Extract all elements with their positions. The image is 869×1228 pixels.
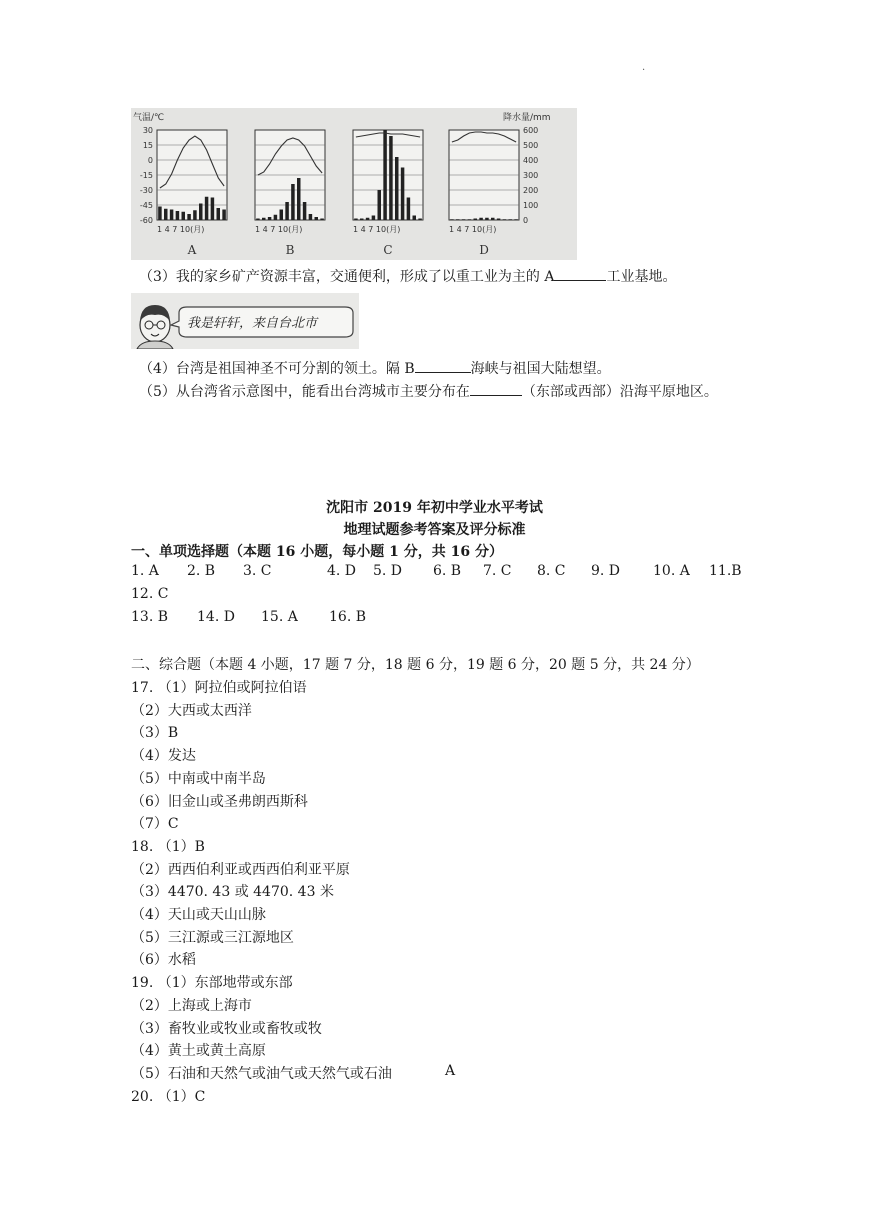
precip-bar	[280, 210, 284, 221]
mc-answer: 14. D	[197, 609, 235, 625]
precip-bar	[291, 184, 295, 220]
temp-tick-label: 0	[147, 156, 153, 165]
mc-answer: 13. B	[131, 609, 169, 625]
precip-tick-label: 600	[523, 126, 539, 135]
page-dot: .	[642, 62, 646, 73]
precip-bar	[407, 198, 411, 221]
answer-title-2: 地理试题参考答案及评分标准	[343, 522, 526, 538]
precip-bar	[462, 219, 466, 220]
precip-axis-label: 降水量/mm	[503, 113, 551, 123]
precip-bar	[262, 218, 266, 220]
precip-bar	[170, 210, 174, 221]
answer-19-5-extra: A	[445, 1063, 456, 1079]
boy-avatar-icon	[137, 305, 173, 349]
precip-bar	[389, 136, 393, 220]
precip-bar	[395, 157, 399, 220]
precip-bar	[309, 214, 313, 220]
question-5	[139, 381, 718, 401]
precip-bar	[366, 218, 370, 220]
precip-bar	[164, 209, 168, 220]
answer-line: （2）大西或太西洋	[131, 703, 252, 719]
precip-tick-label: 200	[523, 186, 539, 195]
precip-tick-label: 0	[523, 216, 529, 225]
month-tick-labels: 1 4 7 10(月)	[255, 225, 303, 234]
mc-answer: 8. C	[537, 563, 566, 579]
temp-tick-label: -60	[139, 216, 153, 225]
chart-label: D	[479, 243, 489, 257]
answer-line: （6）旧金山或圣弗朗西斯科	[131, 794, 308, 810]
precip-bar	[418, 219, 422, 221]
q4-blank	[415, 358, 471, 373]
q3-blank	[554, 266, 606, 281]
temp-tick-label: -15	[139, 171, 153, 180]
temp-tick-label: 30	[142, 126, 153, 135]
q5-blank	[470, 381, 522, 396]
q3-text-after: 工业基地。	[606, 269, 677, 285]
temp-tick-label: 15	[142, 141, 153, 150]
mc-answer: 4. D	[327, 563, 357, 579]
precip-bar	[479, 218, 483, 220]
answer-line: （2）上海或上海市	[131, 998, 252, 1014]
precip-bar	[354, 219, 358, 221]
precip-bar	[274, 215, 278, 220]
mc-answer: 3. C	[243, 563, 272, 579]
precip-bar	[450, 219, 454, 220]
chart-label: B	[285, 243, 295, 257]
answer-line: （3）畜牧业或牧业或畜牧或牧	[131, 1021, 322, 1037]
precip-bar	[360, 219, 364, 221]
precip-bar	[383, 130, 387, 220]
answer-line: （4）发达	[131, 748, 196, 764]
precip-bar	[456, 219, 460, 220]
section-1-heading: 一、单项选择题（本题 16 小题，每小题 1 分，共 16 分）	[131, 544, 503, 560]
precip-bar	[256, 219, 260, 221]
precip-bar	[222, 210, 226, 221]
precip-bar	[268, 217, 272, 220]
mc-answer: 12. C	[131, 586, 169, 602]
precip-bar	[297, 178, 301, 220]
answer-line: （5）石油和天然气或油气或天然气或石油	[131, 1066, 392, 1082]
precip-tick-label: 400	[523, 156, 539, 165]
precip-bar	[205, 197, 209, 220]
temp-tick-label: -30	[139, 186, 153, 195]
question-3	[139, 266, 676, 286]
precip-bar	[503, 219, 507, 220]
answer-line: （4）天山或天山山脉	[131, 907, 266, 923]
precip-bar	[285, 202, 289, 220]
answer-line: 20. （1）C	[131, 1089, 206, 1105]
temp-axis-label: 气温/℃	[133, 113, 165, 123]
precip-bar	[468, 219, 472, 220]
mc-answer: 9. D	[591, 563, 621, 579]
precip-bar	[211, 198, 215, 221]
precip-bar	[320, 219, 324, 221]
answer-line: （5）中南或中南半岛	[131, 771, 266, 787]
precip-bar	[199, 204, 203, 221]
answer-line: （7）C	[131, 816, 179, 832]
precip-bar	[193, 210, 197, 220]
avatar-speech-figure	[131, 293, 359, 349]
mc-answer: 15. A	[261, 609, 298, 625]
month-tick-labels: 1 4 7 10(月)	[353, 225, 401, 234]
precip-bar	[497, 219, 501, 221]
mc-answer: 2. B	[187, 563, 216, 579]
chart-label: C	[383, 243, 393, 257]
answer-line: 17. （1）阿拉伯或阿拉伯语	[131, 680, 307, 696]
answer-line: （6）水稻	[131, 952, 196, 968]
month-tick-labels: 1 4 7 10(月)	[449, 225, 497, 234]
chart-label: A	[187, 243, 197, 257]
precip-tick-label: 100	[523, 201, 539, 210]
section-2-heading: 二、综合题（本题 4 小题，17 题 7 分，18 题 6 分，19 题 6 分，20 题 5 分，共 24 分）	[131, 657, 700, 673]
mc-answer: 11.B	[709, 563, 742, 579]
question-4	[139, 358, 611, 378]
answer-line: （2）西西伯利亚或西西伯利亚平原	[131, 862, 350, 878]
answer-line: 18. （1）B	[131, 839, 205, 855]
q4-text-before: （4）台湾是祖国神圣不可分割的领土。隔 B	[139, 361, 415, 377]
mc-answer: 6. B	[433, 563, 462, 579]
precip-bar	[413, 216, 417, 221]
answer-line: （4）黄土或黄土高原	[131, 1043, 266, 1059]
q5-text-before: （5）从台湾省示意图中，能看出台湾城市主要分布在	[139, 384, 470, 400]
precip-bar	[315, 217, 319, 220]
temp-tick-label: -45	[139, 201, 153, 210]
precip-bar	[303, 202, 307, 220]
precip-bar	[217, 208, 221, 220]
mc-answer: 1. A	[131, 563, 159, 579]
precip-tick-label: 500	[523, 141, 539, 150]
precip-bar	[187, 214, 191, 220]
precip-bar	[485, 218, 489, 220]
precip-bar	[514, 219, 518, 220]
q4-text-after: 海峡与祖国大陆想望。	[470, 361, 611, 377]
answer-title-1: 沈阳市 2019 年初中学业水平考试	[326, 500, 543, 516]
avatar-caption: 我是轩轩，来自台北市	[187, 316, 318, 331]
answer-line: 19. （1）东部地带或东部	[131, 975, 293, 991]
precip-bar	[401, 168, 405, 221]
precip-tick-label: 300	[523, 171, 539, 180]
precip-bar	[474, 219, 478, 221]
q3-text-before: （3）我的家乡矿产资源丰富，交通便利，形成了以重工业为主的 A	[139, 269, 555, 285]
answer-line: （3）B	[131, 725, 179, 741]
mc-answer: 10. A	[653, 563, 690, 579]
answer-line: （5）三江源或三江源地区	[131, 930, 294, 946]
precip-bar	[372, 216, 376, 221]
mc-answer: 16. B	[329, 609, 367, 625]
precip-bar	[182, 212, 186, 220]
answer-line: （3）4470. 43 或 4470. 43 米	[131, 884, 334, 900]
precip-bar	[378, 190, 382, 220]
climate-charts-figure	[131, 108, 577, 260]
precip-bar	[509, 219, 513, 220]
precip-bar	[491, 218, 495, 220]
month-tick-labels: 1 4 7 10(月)	[157, 225, 205, 234]
mc-answer: 7. C	[483, 563, 512, 579]
precip-bar	[176, 211, 180, 220]
precip-bar	[158, 207, 162, 221]
q5-text-after: （东部或西部）沿海平原地区。	[521, 384, 718, 400]
mc-answer: 5. D	[373, 563, 403, 579]
